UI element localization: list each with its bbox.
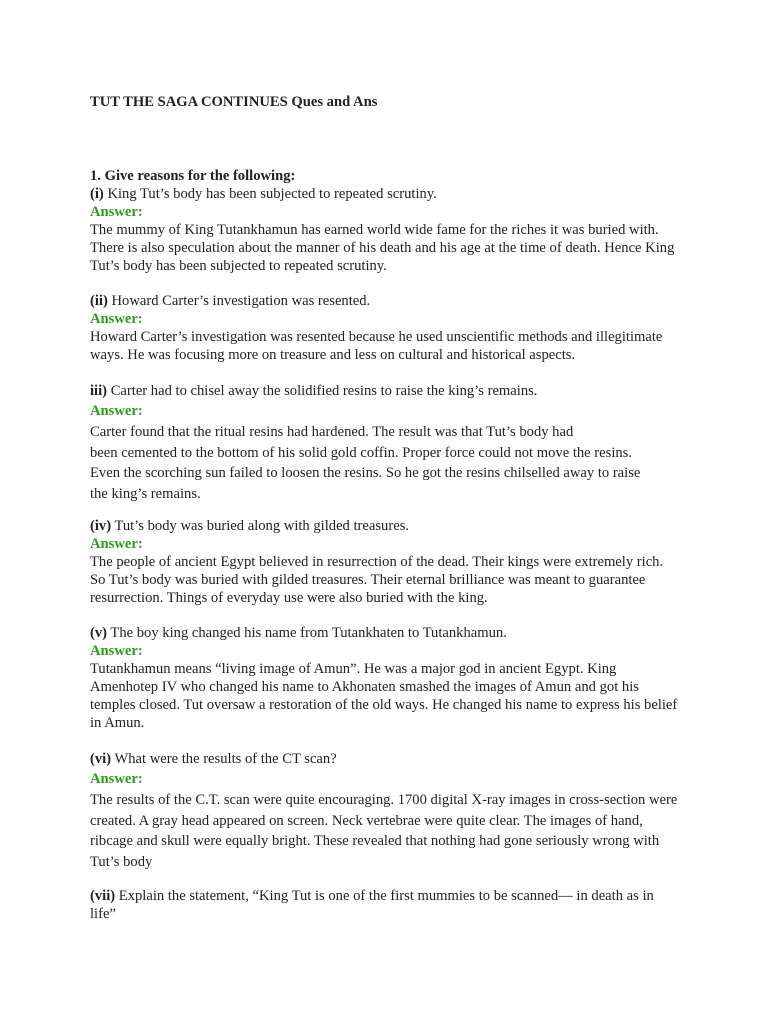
question — [90, 185, 680, 203]
answer-text — [90, 422, 680, 504]
item-3 — [90, 382, 680, 504]
question-text: Carter had to chisel away the solidified resins to raise the king’s remains. — [110, 383, 538, 399]
answer-line: been cemented to the bottom of his solid gold coffin. Proper force could not move the resins. — [90, 444, 633, 461]
answer-label: Answer: — [90, 536, 143, 552]
question — [90, 292, 680, 310]
answer-text: Howard Carter’s investigation was resented because he used unscientific methods and illegitimate ways. He was focusing more on treasure and less on cultural and historical aspects. — [90, 329, 663, 363]
answer-line: Even the scorching sun failed to loosen the resins. So he got the resins chilselled away to raise — [90, 465, 641, 482]
answer-label: Answer: — [90, 311, 143, 327]
question — [90, 517, 680, 535]
document-title: TUT THE SAGA CONTINUES Ques and Ans — [90, 94, 378, 110]
question-number: (v) — [90, 625, 108, 641]
item-5 — [90, 624, 680, 732]
answer-label: Answer: — [90, 643, 143, 659]
item-4 — [90, 517, 680, 607]
answer-label: Answer: — [90, 771, 143, 787]
answer-text: The mummy of King Tutankhamun has earned world wide fame for the riches it was buried with. There is also speculation about the manner of his death and his age at the time of death. Hence King Tut’s body has been subjected to repeated scrutiny. — [90, 222, 675, 274]
item-2 — [90, 292, 680, 364]
question-text: Explain the statement, “King Tut is one of the first mummies to be scanned— in death as in life” — [90, 888, 654, 922]
question-text: The boy king changed his name from Tutankhaten to Tutankhamun. — [110, 625, 507, 641]
question-text: Howard Carter’s investigation was resented. — [111, 293, 371, 309]
question — [90, 887, 680, 923]
question — [90, 750, 680, 768]
item-1 — [90, 167, 680, 275]
question-number: iii) — [90, 383, 108, 399]
question-number: (vi) — [90, 751, 112, 767]
question-number: (i) — [90, 186, 104, 202]
question-text: Tut’s body was buried along with gilded treasures. — [114, 518, 410, 534]
question — [90, 382, 680, 400]
question-number: (ii) — [90, 293, 108, 309]
answer-label: Answer: — [90, 403, 143, 419]
answer-line: the king’s remains. — [90, 485, 201, 502]
question-text: King Tut’s body has been subjected to repeated scrutiny. — [107, 186, 437, 202]
question-number: (iv) — [90, 518, 112, 534]
answer-text: The results of the C.T. scan were quite encouraging. 1700 digital X-ray images in cross-section were created. A gray head appeared on screen. Neck vertebrae were quite clear. The images of hand, ribcage and skull were equally bright. These revealed that nothing had gone seriously wrong with Tut’s body — [90, 792, 678, 870]
question-text: What were the results of the CT scan? — [114, 751, 337, 767]
answer-text: Tutankhamun means “living image of Amun”. He was a major god in ancient Egypt. King Amenhotep IV who changed his name to Akhonaten smashed the images of Amun and got his temples closed. Tut oversaw a restoration of the old ways. He changed his name to express his belief in Amun. — [90, 661, 678, 731]
item-6 — [90, 750, 680, 872]
answer-text: The people of ancient Egypt believed in resurrection of the dead. Their kings were extremely rich. So Tut’s body was buried with gilded treasures. Their eternal brilliance was meant to guarantee resurrection. Things of everyday use were also buried with the king. — [90, 554, 664, 606]
section-heading: 1. Give reasons for the following: — [90, 168, 296, 184]
answer-label: Answer: — [90, 204, 143, 220]
question — [90, 624, 680, 642]
question-number: (vii) — [90, 888, 116, 904]
answer-line: Carter found that the ritual resins had hardened. The result was that Tut’s body had — [90, 424, 574, 440]
item-7 — [90, 887, 680, 923]
